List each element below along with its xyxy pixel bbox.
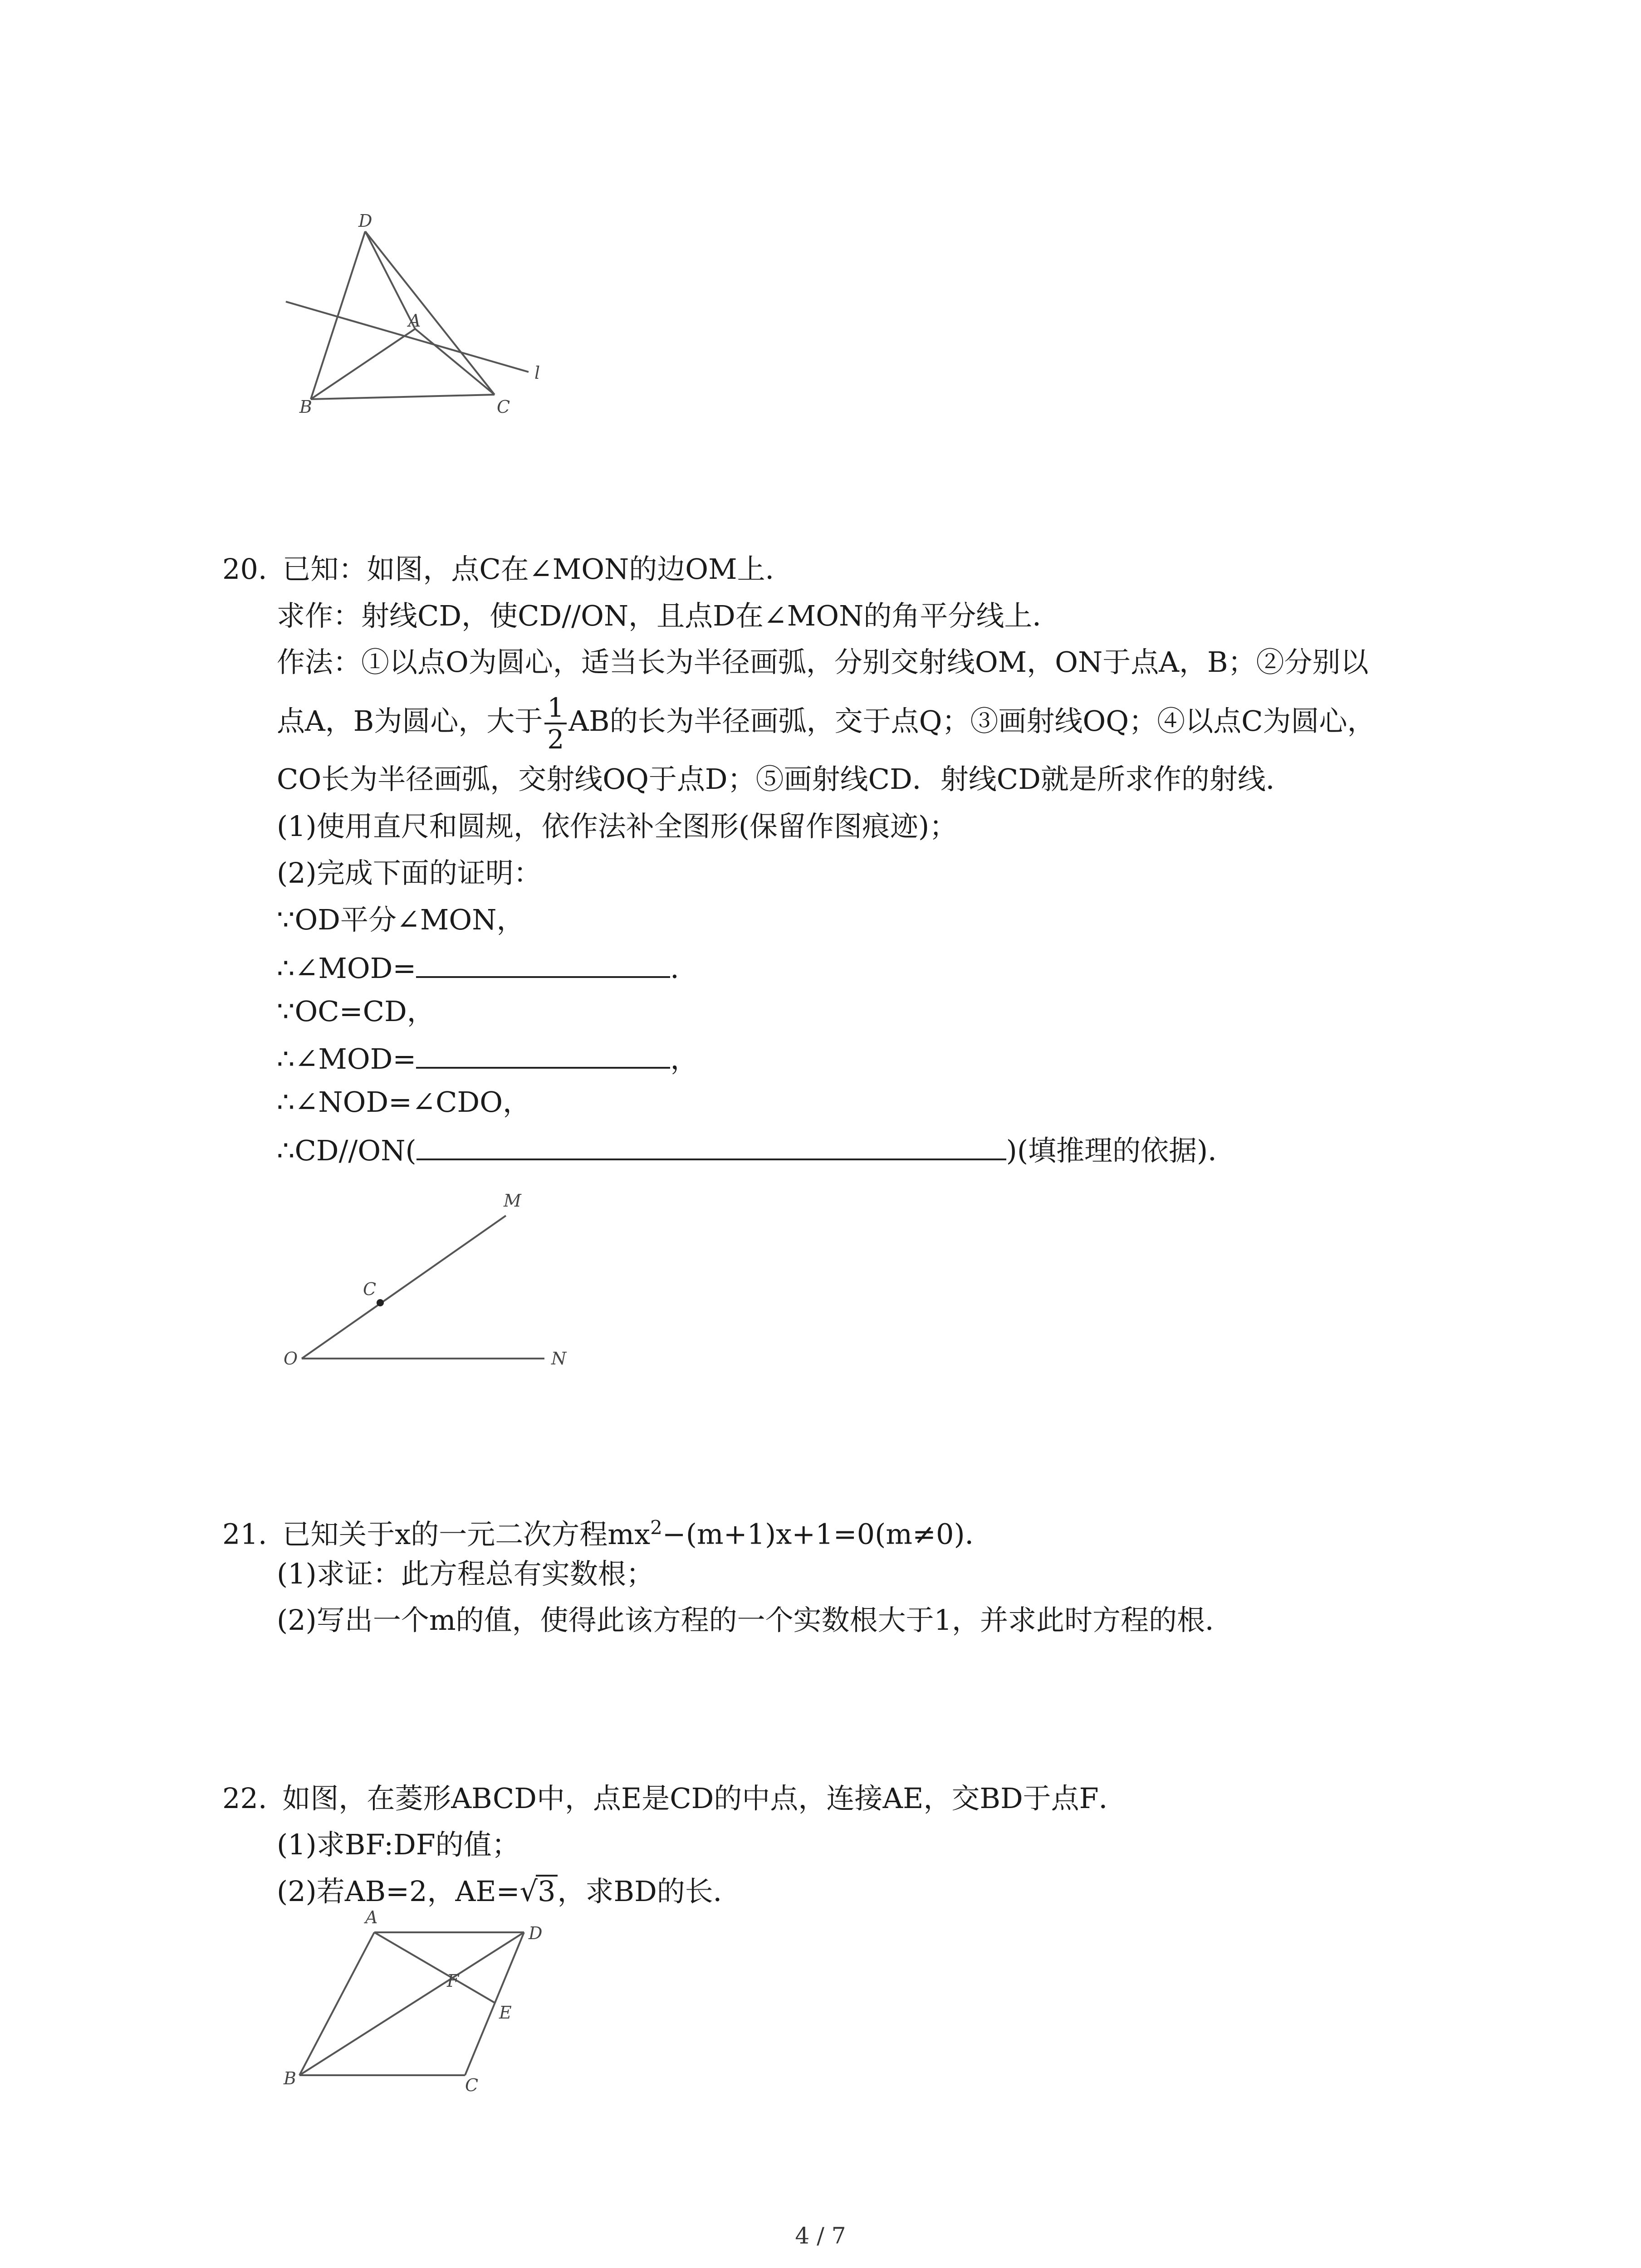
q20-proof3: ∵OC=CD， <box>277 995 435 1028</box>
label-f: F <box>447 1971 459 1991</box>
label-a: A <box>365 1907 378 1927</box>
label-d: D <box>529 1923 543 1943</box>
q22-part2: (2)若AB=2，AE=√3，求BD的长． <box>277 1875 741 1908</box>
figure-triangle-dbc <box>272 213 563 422</box>
q20-proof5: ∴∠NOD=∠CDO， <box>277 1085 531 1119</box>
label-m: M <box>504 1191 521 1211</box>
q20-part1: (1)使用直尺和圆规，依作法补全图形(保留作图痕迹)； <box>277 810 958 843</box>
q21-part2: (2)写出一个m的值，使得此该方程的一个实数根大于1，并求此时方程的根． <box>277 1603 1234 1637</box>
figure-rhombus-abcd <box>272 1905 572 2096</box>
answer-blank-3[interactable] <box>416 1130 1006 1160</box>
q20-line3: 作法：①以点O为圆心，适当长为半径画弧，分别交射线OM，ON于点A，B；②分别以 <box>277 645 1369 679</box>
q20-proof6: ∴CD//ON( )(填推理的依据)． <box>277 1130 1236 1169</box>
label-b: B <box>299 397 312 417</box>
label-e: E <box>499 2003 512 2023</box>
q21-number: 21. <box>222 1517 267 1551</box>
label-c: C <box>465 2075 479 2095</box>
q21-line1: 21. 已知关于x的一元二次方程$mx^2-(m+1)x+1=0(m\ne 0)$． <box>222 1516 993 1551</box>
fraction-one-half: $\frac{1}{2}$ <box>544 693 567 754</box>
q22-line1: 22. 如图，在菱形ABCD中，点E是CD的中点，连接AE，交BD于点F． <box>222 1782 1127 1815</box>
q20-proof2: ∴∠MOD= ． <box>277 948 698 987</box>
q20-proof4: ∴∠MOD= ， <box>277 1039 698 1077</box>
sqrt-radicand: 3 <box>536 1875 557 1906</box>
answer-blank-1[interactable] <box>416 948 670 978</box>
label-o: O <box>284 1349 298 1369</box>
label-c: C <box>363 1279 377 1299</box>
answer-blank-2[interactable] <box>416 1039 670 1069</box>
q20-line4: 点A，B为圆心，大于 $\frac{1}{2}$ AB的长为半径画弧，交于点Q；③画射线OQ；④以点C为圆心， <box>277 692 1376 755</box>
figure-angle-mon <box>272 1179 590 1370</box>
point-c-dot <box>377 1299 384 1306</box>
q22-number: 22. <box>222 1782 267 1815</box>
q20-part2: (2)完成下面的证明： <box>277 856 542 890</box>
q20-number: 20. <box>222 552 267 586</box>
q20-proof1: ∵OD平分∠MON， <box>277 903 525 936</box>
label-d: D <box>358 213 372 231</box>
q20-line5: CO长为半径画弧，交射线OQ于点D；⑤画射线CD．射线CD就是所求作的射线． <box>277 763 1294 796</box>
page-number: 4 / 7 <box>795 2223 846 2249</box>
q22-part1: (1)求BF:DF的值； <box>277 1828 520 1861</box>
label-n: N <box>551 1349 567 1369</box>
label-l: l <box>534 363 540 383</box>
q21-part1: (1)求证：此方程总有实数根； <box>277 1557 654 1590</box>
q20-line2: 求作：射线CD，使CD//ON，且点D在∠MON的角平分线上． <box>277 599 1061 632</box>
q20-line1: 20. 已知：如图，点C在∠MON的边OM上． <box>222 552 794 586</box>
label-b: B <box>284 2068 296 2088</box>
label-c: C <box>497 397 510 417</box>
label-a: A <box>408 311 421 331</box>
